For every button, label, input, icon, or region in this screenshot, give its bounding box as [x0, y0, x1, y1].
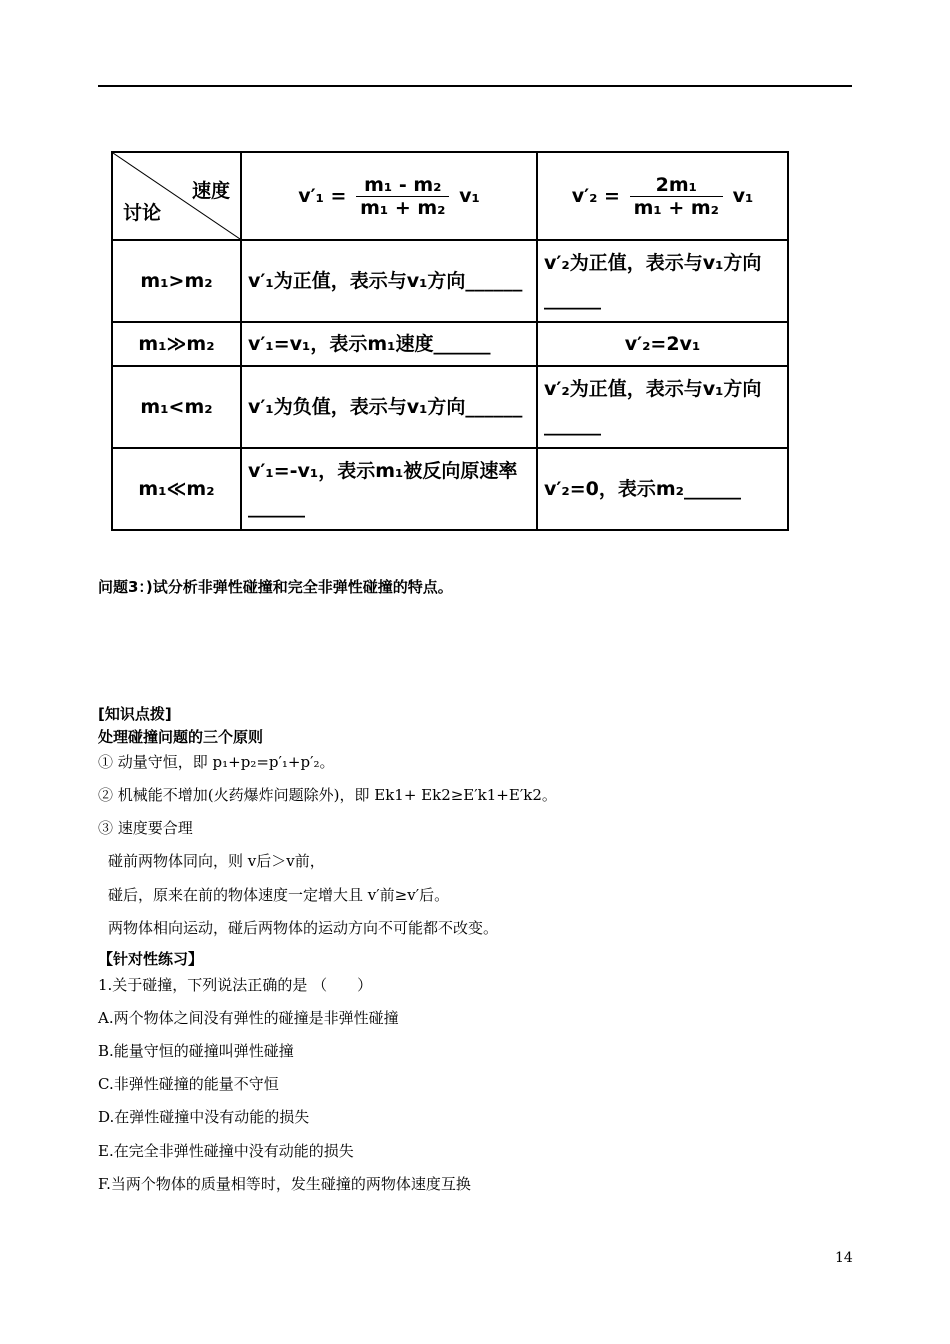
formula-v2-fraction — [630, 174, 723, 219]
formula-v1-rhs: v₁ — [459, 184, 480, 207]
formula-v2-cell — [537, 152, 788, 240]
v2-discussion-cell: v′₂为正值，表示与v₁方向______ — [537, 366, 788, 448]
v2-discussion-cell: v′₂为正值，表示与v₁方向______ — [537, 240, 788, 322]
v2-discussion-cell: v′₂=2v₁ — [537, 322, 788, 366]
table-header-row — [112, 152, 788, 240]
v1-discussion-cell: v′₁为正值，表示与v₁方向______ — [241, 240, 537, 322]
knowledge-heading: [知识点拨] — [98, 705, 172, 723]
page-number: 14 — [835, 1250, 853, 1266]
corner-label-discussion: 讨论 — [123, 202, 162, 224]
question-3: 问题3：)试分析非弹性碰撞和完全非弹性碰撞的特点。 — [98, 578, 453, 596]
formula-v2-rhs: v₁ — [732, 184, 754, 207]
principle-velocity: ③ 速度要合理 — [98, 819, 193, 837]
option-e: E.在完全非弹性碰撞中没有动能的损失 — [98, 1142, 354, 1160]
condition-cell: m₁≫m₂ — [112, 322, 241, 366]
option-c: C.非弹性碰撞的能量不守恒 — [98, 1075, 279, 1093]
table-row — [112, 322, 788, 366]
table-row — [112, 366, 788, 448]
condition-cell: m₁≪m₂ — [112, 448, 241, 530]
practice-question-1: 1.关于碰撞，下列说法正确的是 （ ） — [98, 976, 373, 994]
formula-v2-denominator: m₁ + m₂ — [633, 196, 719, 219]
formula-v1-fraction — [356, 174, 449, 219]
velocity-rule-after: 碰后，原来在前的物体速度一定增大且 v′前≥v′后。 — [108, 886, 450, 904]
condition-cell: m₁>m₂ — [112, 240, 241, 322]
velocity-rule-opposite: 两物体相向运动，碰后两物体的运动方向不可能都不改变。 — [108, 919, 499, 937]
principle-momentum: ① 动量守恒，即 p₁+p₂=p′₁+p′₂。 — [98, 753, 335, 771]
formula-v1-lhs: v′₁ = — [298, 184, 347, 207]
formula-v2-lhs: v′₂ = — [571, 184, 620, 207]
velocity-rule-before: 碰前两物体同向，则 v后＞v前， — [108, 852, 325, 870]
v2-discussion-cell: v′₂=0，表示m₂______ — [537, 448, 788, 530]
v1-discussion-cell: v′₁为负值，表示与v₁方向______ — [241, 366, 537, 448]
table-row — [112, 448, 788, 530]
diagonal-header-cell — [112, 152, 241, 240]
condition-cell: m₁<m₂ — [112, 366, 241, 448]
v1-discussion-cell: v′₁=-v₁，表示m₁被反向原速率______ — [241, 448, 537, 530]
formula-v1-cell — [241, 152, 537, 240]
option-f: F.当两个物体的质量相等时，发生碰撞的两物体速度互换 — [98, 1175, 471, 1193]
option-b: B.能量守恒的碰撞叫弹性碰撞 — [98, 1042, 294, 1060]
formula-v1-numerator: m₁ - m₂ — [356, 174, 449, 197]
principles-heading: 处理碰撞问题的三个原则 — [98, 728, 264, 746]
velocity-discussion-table — [111, 151, 789, 531]
option-d: D.在弹性碰撞中没有动能的损失 — [98, 1108, 310, 1126]
practice-heading: 【针对性练习】 — [98, 950, 204, 968]
option-a: A.两个物体之间没有弹性的碰撞是非弹性碰撞 — [98, 1009, 399, 1027]
v1-discussion-cell: v′₁=v₁，表示m₁速度______ — [241, 322, 537, 366]
formula-v2-numerator: 2m₁ — [630, 174, 723, 197]
header-rule — [98, 85, 852, 87]
formula-v1-denominator: m₁ + m₂ — [360, 196, 446, 219]
corner-label-speed: 速度 — [191, 180, 230, 202]
principle-energy: ② 机械能不增加(火药爆炸问题除外)，即 Ek1+ Ek2≥E′k1+E′k2。 — [98, 786, 557, 804]
table-row — [112, 240, 788, 322]
